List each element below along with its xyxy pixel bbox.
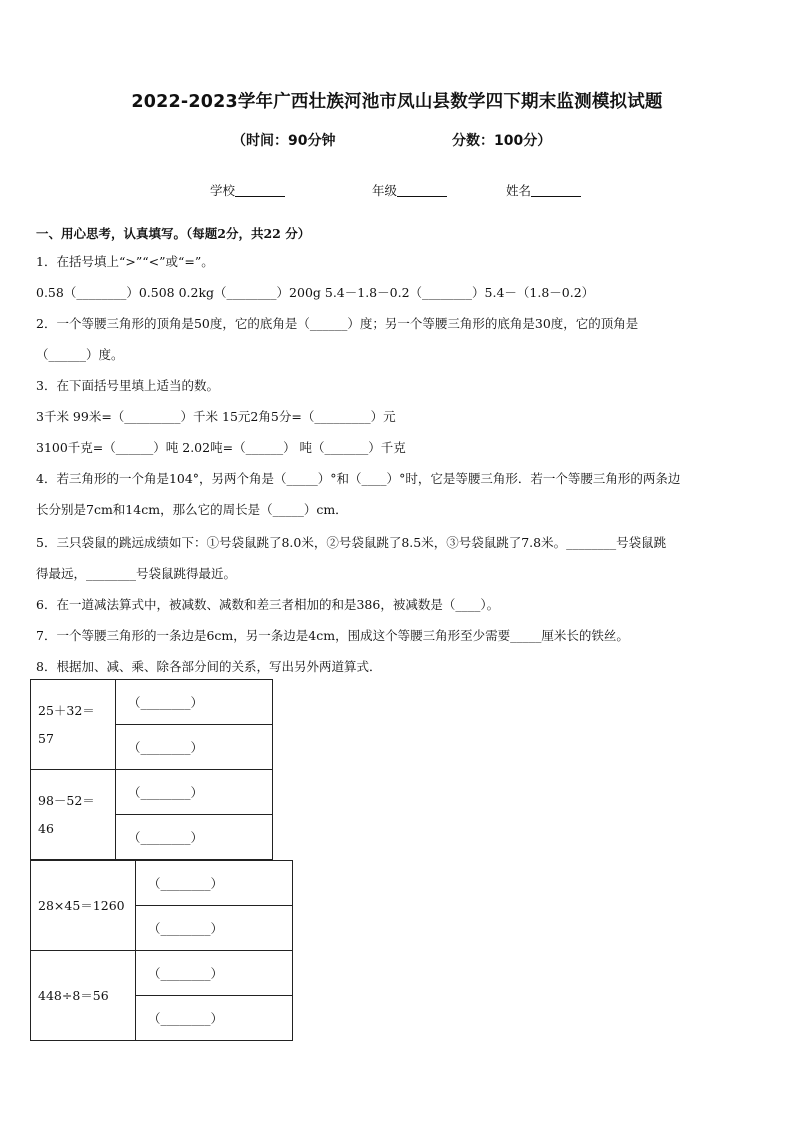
name-label: 姓名 [506,183,532,198]
answer-blank[interactable]: （________） [148,921,224,936]
q1-items: 0.58（________）0.508 0.2kg（________）200g 5.4－1.8－0.2（________）5.4－（1.8－0.2） [36,285,595,300]
q3-line2: 3100千克=（______）吨 2.02吨=（______） 吨（_______）千克 [36,440,406,455]
answer-blank[interactable]: （________） [128,740,204,755]
name-field[interactable] [506,181,581,199]
exam-time: （时间：90分钟 [232,133,336,149]
answer-blank[interactable]: （________） [128,785,204,800]
answer-cell[interactable] [136,861,293,906]
relation-table-b [30,860,293,1041]
answer-cell[interactable] [116,725,273,770]
answer-blank[interactable]: （________） [128,830,204,845]
q5-line2: 得最远，________号袋鼠跳得最近。 [36,566,237,581]
school-blank[interactable] [235,184,285,197]
answer-blank[interactable]: （________） [128,695,204,710]
q1-stem: 1．在括号填上“>”“<”或“=”。 [36,254,214,269]
answer-cell[interactable] [136,951,293,996]
q5-line1: 5．三只袋鼠的跳远成绩如下：①号袋鼠跳了8.0米，②号袋鼠跳了8.5米，③号袋鼠跳了7.8米。________号袋鼠跳 [36,535,667,550]
q3-stem: 3．在下面括号里填上适当的数。 [36,378,219,393]
answer-cell[interactable] [136,996,293,1041]
answer-cell[interactable] [116,815,273,860]
equation-line: 98－52＝ [38,792,95,808]
equation-line: 25＋32＝ [38,702,95,718]
table-row [31,680,273,725]
name-blank[interactable] [531,184,581,197]
table-row [31,861,293,906]
table-row [31,770,273,815]
answer-blank[interactable]: （________） [148,1011,224,1026]
equation-line: 448÷8＝56 [38,987,109,1003]
page-title: 2022-2023学年广西壮族河池市凤山县数学四下期末监测模拟试题 [131,92,663,112]
q6-line: 6．在一道减法算式中，被减数、减数和差三者相加的和是386，被减数是（____）。 [36,597,500,612]
answer-cell[interactable] [136,906,293,951]
answer-blank[interactable]: （________） [148,966,224,981]
school-label: 学校 [210,183,236,198]
table-row [31,951,293,996]
q3-line1: 3千米 99米=（_________）千米 15元2角5分=（_________）元 [36,409,396,424]
q4-line2: 长分别是7cm和14cm，那么它的周长是（_____）cm． [36,502,348,517]
grade-blank[interactable] [397,184,447,197]
equation-cell [31,770,116,860]
q8-stem: 8．根据加、减、乘、除各部分间的关系，写出另外两道算式． [36,659,382,674]
equation-line: 57 [38,730,54,746]
grade-label: 年级 [372,183,398,198]
relation-table-a [30,679,273,860]
equation-cell [31,861,136,951]
equation-cell [31,951,136,1041]
q2-line2: （______）度。 [36,347,124,362]
q4-line1: 4．若三角形的一个角是104°，另两个角是（_____）°和（____）°时，它是等腰三角形．若一个等腰三角形的两条边 [36,471,681,486]
school-field[interactable] [210,181,285,199]
answer-cell[interactable] [116,680,273,725]
equation-line: 46 [38,820,54,836]
answer-blank[interactable]: （________） [148,876,224,891]
grade-field[interactable] [372,181,447,199]
answer-cell[interactable] [116,770,273,815]
exam-score: 分数：100分） [452,133,552,149]
section-heading: 一、用心思考，认真填写。（每题2分，共22 分） [36,226,311,241]
equation-line: 28×45＝1260 [38,897,125,913]
equation-cell [31,680,116,770]
q7-line: 7．一个等腰三角形的一条边是6cm，另一条边是4cm，围成这个等腰三角形至少需要_____厘米长的铁丝。 [36,628,629,643]
q2-line1: 2．一个等腰三角形的顶角是50度，它的底角是（______）度；另一个等腰三角形的底角是30度，它的顶角是 [36,316,639,331]
